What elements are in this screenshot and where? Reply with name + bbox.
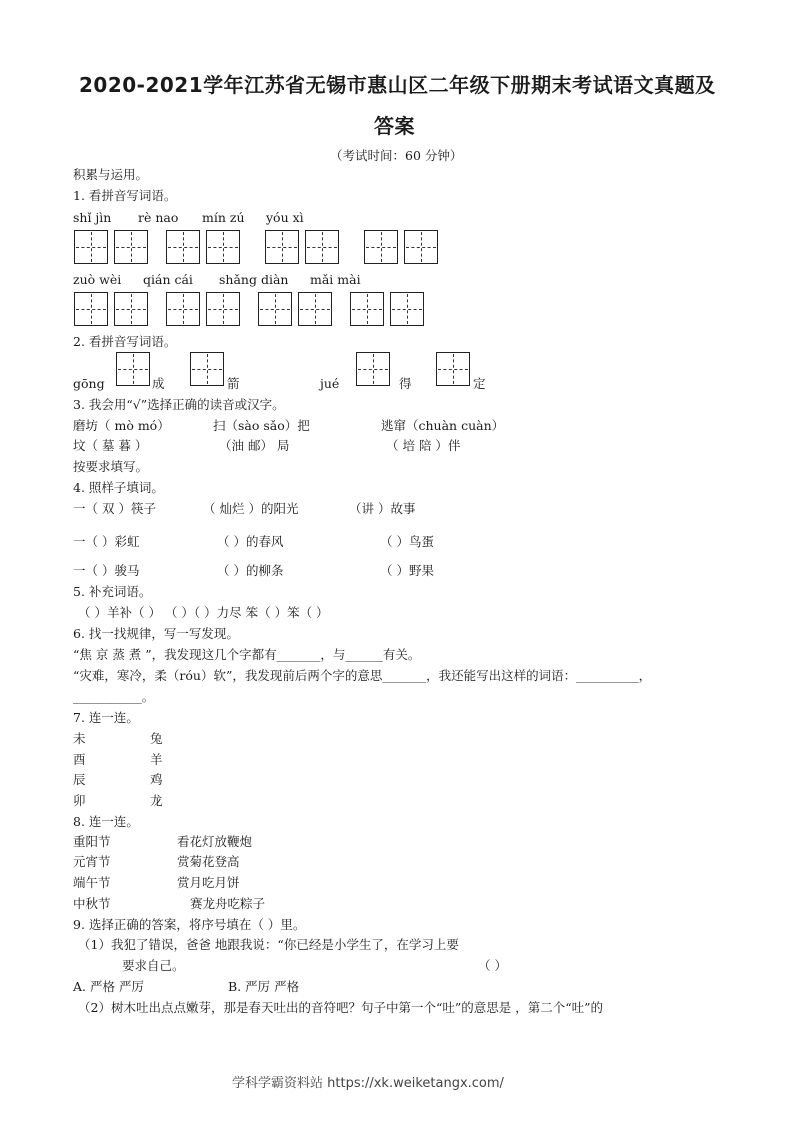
q9-label: 9. 选择正确的答案，将序号填在（ ）里。 <box>73 917 306 932</box>
q3-item: 扫（sào sǎo）把 <box>213 418 310 433</box>
q9-sub1-line1: （1）我犯了错误，爸爸 地跟我说：“你已经是小学生了，在学习上要 <box>78 937 459 952</box>
q4-cell: （ ）野果 <box>380 563 434 578</box>
writing-box[interactable] <box>350 292 384 326</box>
q1-pinyin-2: rè nao <box>138 210 179 225</box>
q3-item: （油 邮） 局 <box>219 438 290 453</box>
q8-right: 赏月吃月饼 <box>177 875 240 890</box>
q2-char-de: 得 <box>399 376 412 391</box>
q9-option-b: B. 严厉 严格 <box>228 979 300 994</box>
q6-line1: “焦 京 蒸 煮 ”，我发现这几个字都有_______，与______有关。 <box>73 647 421 662</box>
q2-label: 2. 看拼音写词语。 <box>73 334 177 349</box>
fill-heading: 按要求填写。 <box>73 459 149 474</box>
q1-pinyin-6: qián cái <box>143 272 193 287</box>
q9-sub2: （2）树木吐出点点嫩芽，那是春天吐出的音符吧？句子中第一个“吐”的意思是 ，第二个“吐”的 <box>78 1000 603 1015</box>
q6-line3: ___________。 <box>73 689 155 704</box>
writing-box[interactable] <box>298 292 332 326</box>
q4-cell: 一（ ）骏马 <box>73 563 140 578</box>
q6-line2: “灾难，寒冷，柔（róu）软”，我发现前后两个字的意思_______，我还能写出这样的词语：__________， <box>73 668 652 683</box>
q7-left: 未 <box>73 731 86 746</box>
doc-title-line2: 答案 <box>374 114 415 138</box>
writing-box[interactable] <box>305 230 339 264</box>
q9-option-a: A. 严格 严厉 <box>73 979 144 994</box>
q1-label: 1. 看拼音写词语。 <box>73 188 177 203</box>
writing-box[interactable] <box>190 352 224 386</box>
q4-cell: 一（ 双 ）筷子 <box>73 501 156 516</box>
writing-box[interactable] <box>74 230 108 264</box>
writing-box[interactable] <box>356 352 390 386</box>
q8-left: 中秋节 <box>73 896 111 911</box>
q7-right: 鸡 <box>150 772 163 787</box>
q1-pinyin-5: zuò wèi <box>73 272 122 287</box>
q2-char-ding: 定 <box>473 376 486 391</box>
writing-box[interactable] <box>166 230 200 264</box>
writing-box[interactable] <box>436 352 470 386</box>
q4-cell: （ ）的柳条 <box>217 563 284 578</box>
writing-box[interactable] <box>166 292 200 326</box>
q2-pinyin-gong: gōng <box>73 376 105 391</box>
writing-box[interactable] <box>74 292 108 326</box>
q8-right: 赏菊花登高 <box>177 854 240 869</box>
q3-item: （ 培 陪 ）伴 <box>386 438 461 453</box>
q4-label: 4. 照样子填词。 <box>73 480 164 495</box>
q9-sub1-line2: 要求自己。 <box>122 958 185 973</box>
q3-item: 磨坊（ mò mó） <box>73 418 170 433</box>
q2-pinyin-jue: jué <box>320 376 340 391</box>
writing-box[interactable] <box>114 230 148 264</box>
q9-answer-paren[interactable]: （ ） <box>478 958 507 973</box>
q4-cell: （ 灿烂 ）的阳光 <box>203 501 299 516</box>
writing-box[interactable] <box>404 230 438 264</box>
section-heading: 积累与运用。 <box>73 167 149 182</box>
q8-left: 端午节 <box>73 875 111 890</box>
q4-cell: 一（ ）彩虹 <box>73 534 140 549</box>
q7-right: 龙 <box>150 793 163 808</box>
q7-left: 辰 <box>73 772 86 787</box>
writing-box[interactable] <box>206 230 240 264</box>
doc-title-line1: 2020-2021学年江苏省无锡市惠山区二年级下册期末考试语文真题及 <box>79 73 716 97</box>
writing-box[interactable] <box>265 230 299 264</box>
q8-left: 元宵节 <box>73 854 111 869</box>
writing-box[interactable] <box>114 292 148 326</box>
q8-right: 赛龙舟吃粽子 <box>190 896 266 911</box>
q1-pinyin-7: shǎng diàn <box>219 272 289 287</box>
q1-pinyin-1: shǐ jìn <box>73 210 112 225</box>
writing-box[interactable] <box>258 292 292 326</box>
q4-cell: （讲 ）故事 <box>349 501 416 516</box>
writing-box[interactable] <box>390 292 424 326</box>
q7-right: 兔 <box>150 731 163 746</box>
q3-label: 3. 我会用“√”选择正确的读音或汉字。 <box>73 397 285 412</box>
q3-item: 逃窜（chuàn cuàn） <box>381 418 505 433</box>
exam-time: （考试时间：60 分钟） <box>330 148 463 163</box>
q7-right: 羊 <box>150 752 163 767</box>
q3-item: 坟（ 墓 暮 ） <box>73 438 148 453</box>
footer-watermark: 学科学霸资料站 https://xk.weiketangx.com/ <box>232 1076 504 1091</box>
q4-cell: （ ）的春风 <box>217 534 284 549</box>
q6-label: 6. 找一找规律，写一写发现。 <box>73 626 239 641</box>
writing-box[interactable] <box>206 292 240 326</box>
q7-left: 卯 <box>73 793 86 808</box>
q1-pinyin-3: mín zú <box>202 210 245 225</box>
q5-label: 5. 补充词语。 <box>73 584 152 599</box>
q1-pinyin-4: yóu xì <box>266 210 304 225</box>
writing-box[interactable] <box>116 352 150 386</box>
q7-left: 酉 <box>73 752 86 767</box>
q4-cell: （ ）鸟蛋 <box>380 534 434 549</box>
q5-line: （ ）羊补（ ） （ ）（ ）力尽 笨（ ）笨（ ） <box>78 605 329 620</box>
q8-left: 重阳节 <box>73 834 111 849</box>
q1-pinyin-8: mǎi mài <box>310 272 361 287</box>
writing-box[interactable] <box>364 230 398 264</box>
q8-label: 8. 连一连。 <box>73 814 139 829</box>
q7-label: 7. 连一连。 <box>73 710 139 725</box>
q8-right: 看花灯放鞭炮 <box>177 834 253 849</box>
q2-char-jian: 箭 <box>227 376 240 391</box>
q2-char-cheng: 成 <box>152 376 165 391</box>
